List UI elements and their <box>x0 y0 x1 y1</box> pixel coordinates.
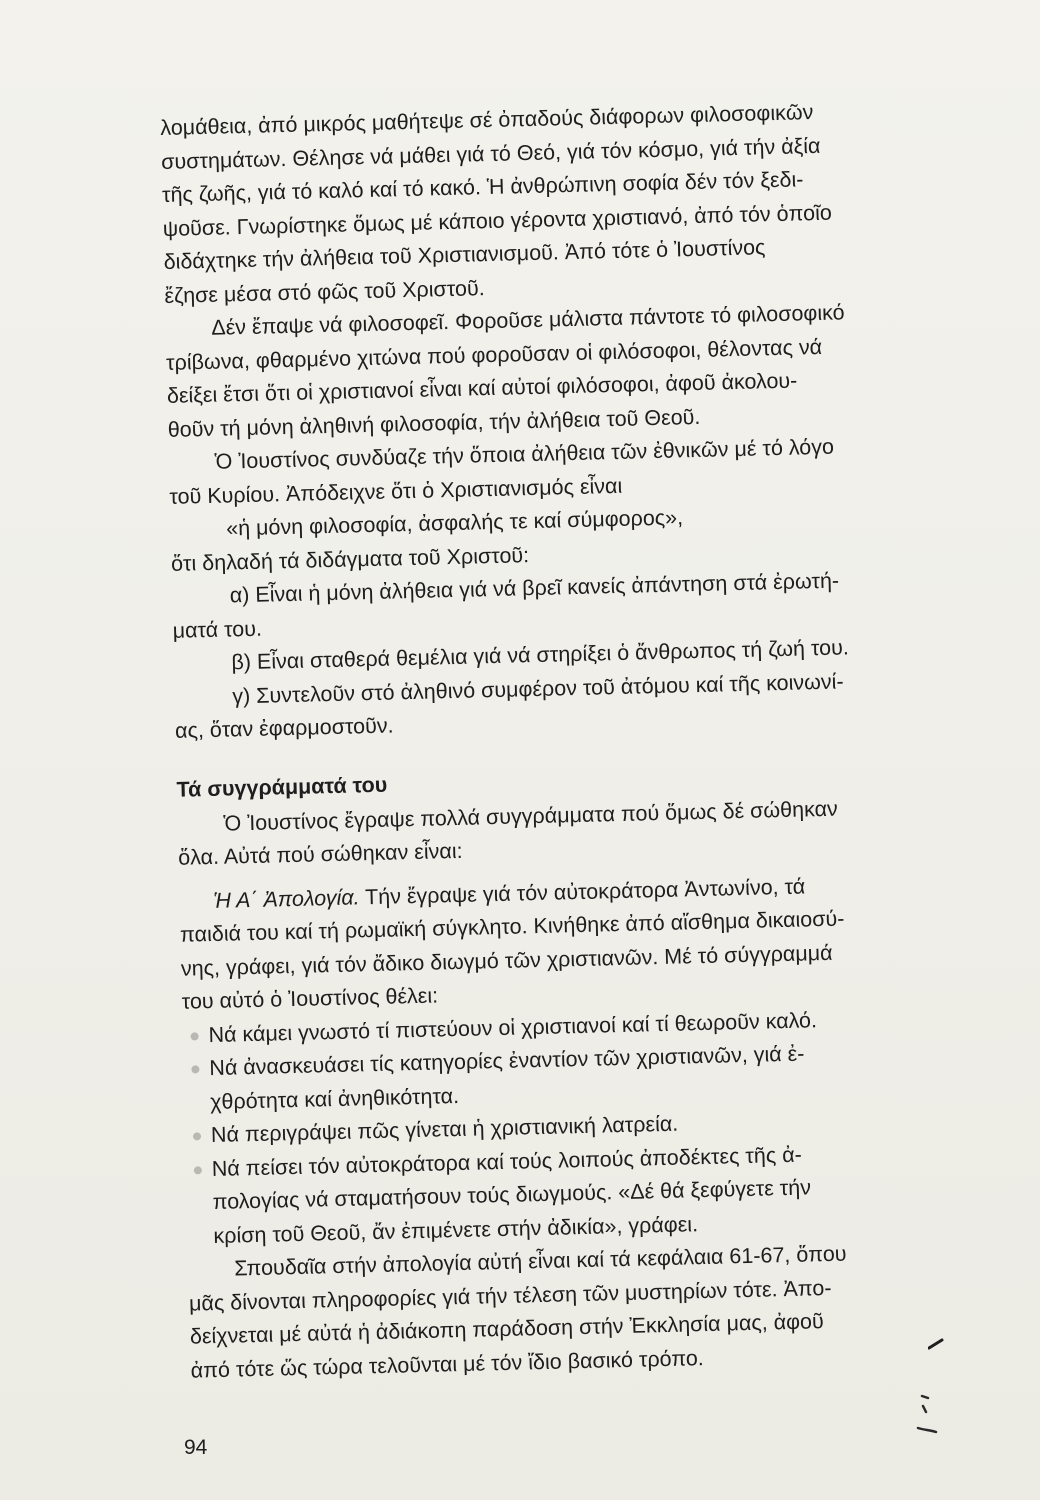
text-line: συστημάτων. Θέλησε νά μάθει γιά τό Θεό, γιά τόν κόσμο, γιά τήν ἀξία <box>160 133 821 174</box>
margin-mark-icon <box>910 1392 940 1442</box>
list-item-c: γ) Συντελοῦν στό ἀληθινό συμφέρον τοῦ ἀτόμου καί τῆς κοινωνί- <box>231 668 844 708</box>
text-line: κρίση τοῦ Θεοῦ, ἄν ἐπιμένετε στήν ἀδικία», γράφει. <box>213 1211 699 1248</box>
body-text <box>160 91 1040 1387</box>
text-line: ἔζησε μέσα στό φῶς τοῦ Χριστοῦ. <box>164 275 485 308</box>
text-line: λομάθεια, ἀπό μικρός μαθήτεψε σέ ὀπαδούς διάφορων φιλοσοφικῶν <box>160 100 814 140</box>
text-line: ὅλα. Αὐτά πού σώθηκαν εἶναι: <box>177 838 463 870</box>
text-line: νης, γράφει, γιά τόν ἄδικο διωγμό τῶν χριστιανῶν. Μέ τό σύγγραμμά <box>180 940 833 981</box>
text-line: ψοῦσε. Γνωρίστηκε ὅμως μέ κάποιο γέροντα χριστιανό, ἀπό τόν ὁποῖο <box>162 200 833 241</box>
text-line: δείχνεται μέ αὐτά ἡ ἀδιάκοπη παράδοση στήν Ἐκκλησία μας, ἀφοῦ <box>189 1309 825 1349</box>
text-line: τρίβωνα, φθαρμένο χιτώνα πού φοροῦσαν οἱ φιλόσοφοι, θέλοντας νά <box>165 334 823 375</box>
text-line: ὅτι δηλαδή τά διδάγματα τοῦ Χριστοῦ: <box>170 542 530 576</box>
bullet-dot-icon <box>190 1032 198 1040</box>
text-line: χθρότητα καί ἀνηθικότητα. <box>209 1083 460 1114</box>
list-item-a: α) Εἶναι ἡ μόνη ἀλήθεια γιά νά βρεῖ κανείς ἀπάντηση στά ἐρωτή- <box>229 568 840 608</box>
bullet-item: Νά κάμει γνωστό τί πιστεύουν οἱ χριστιανοί καί τί θεωροῦν καλό. <box>182 998 1033 1052</box>
text-line: θοῦν τή μόνη ἀληθινή φιλοσοφία, τήν ἀλήθεια τοῦ Θεοῦ. <box>167 404 701 442</box>
bullet-item: Νά ἀνασκευάσει τίς κατηγορίες ἐναντίον τῶν χριστιανῶν, γιά ἐ- <box>183 1032 1034 1086</box>
text-line: του αὐτό ὁ Ἰουστίνος θέλει: <box>181 983 439 1014</box>
text-line: Δέν ἔπαψε νά φιλοσοφεῖ. Φοροῦσε μάλιστα πάντοτε τό φιλοσοφικό <box>210 300 845 340</box>
text-line: διδάχτηκε τήν ἀλήθεια τοῦ Χριστιανισμοῦ. Ἀπό τότε ὁ Ἰουστίνος <box>163 235 766 274</box>
page-number: 94 <box>184 1436 208 1459</box>
end-mark-icon <box>928 1338 944 1350</box>
text-line: πολογίας νά σταματήσουν τούς διωγμούς. «Δέ θά ξεφύγετε τήν <box>212 1175 812 1215</box>
text-line: ματά του. <box>172 616 263 643</box>
bullet-item: Νά περιγράψει πῶς γίνεται ἡ χριστιανική λατρεία. <box>185 1099 1036 1153</box>
bullet-dot-icon <box>191 1066 199 1074</box>
text-line: τῆς ζωῆς, γιά τό καλό καί τό κακό. Ἡ ἀνθρώπινη σοφία δέν τόν ξεδι- <box>161 167 804 207</box>
bullet-dot-icon <box>193 1133 201 1141</box>
bullet-item: Νά πείσει τόν αὐτοκράτορα καί τούς λοιπούς ἀποδέκτες τῆς ἀ- <box>185 1132 1036 1186</box>
list-item-b: β) Εἶναι σταθερά θεμέλια γιά νά στηρίξει ὁ ἄνθρωπος τή ζωή του. <box>231 635 850 675</box>
text-line: Ὁ Ἰουστίνος ἔγραψε πολλά συγγράμματα πού ὅμως δέ σώθηκαν <box>223 796 838 836</box>
quote-line: «ἡ μόνη φιλοσοφία, ἀσφαλής τε καί σύμφορος», <box>225 505 684 541</box>
text-line: μᾶς δίνονται πληροφορίες γιά τήν τέλεση τῶν μυστηρίων τότε. Ἀπο- <box>188 1275 832 1316</box>
text-line: παιδιά του καί τή ρωμαϊκή σύγκλητο. Κινήθηκε ἀπό αἴσθημα δικαιοσύ- <box>179 906 845 947</box>
text-line: ἀπό τότε ὥς τώρα τελοῦνται μέ τόν ἴδιο βασικό τρόπο. <box>190 1345 705 1383</box>
text-line: Ὁ Ἰουστίνος συνδύαζε τήν ὅποια ἀλήθεια τῶν ἐθνικῶν μέ τό λόγο <box>214 434 835 474</box>
text-line: δείξει ἔτσι ὅτι οἱ χριστιανοί εἶναι καί αὐτοί φιλόσοφοι, ἀφοῦ ἀκολου- <box>166 368 798 408</box>
apology-title: Ἡ Α΄ Ἀπολογία. <box>212 884 360 913</box>
text-line: ας, ὅταν ἐφαρμοστοῦν. <box>174 713 394 743</box>
text-line: Σπουδαῖα στήν ἀπολογία αὐτή εἶναι καί τά κεφάλαια 61-67, ὅπου <box>233 1241 847 1281</box>
bullet-dot-icon <box>194 1166 202 1174</box>
apology-text: Τήν ἔγραψε γιά τόν αὐτοκράτορα Ἀντωνίνο, τά <box>359 873 806 909</box>
section-heading: Τά συγγράμματά του <box>176 772 388 802</box>
text-line: τοῦ Κυρίου. Ἀπόδειχνε ὅτι ὁ Χριστιανισμός εἶναι <box>169 473 623 509</box>
